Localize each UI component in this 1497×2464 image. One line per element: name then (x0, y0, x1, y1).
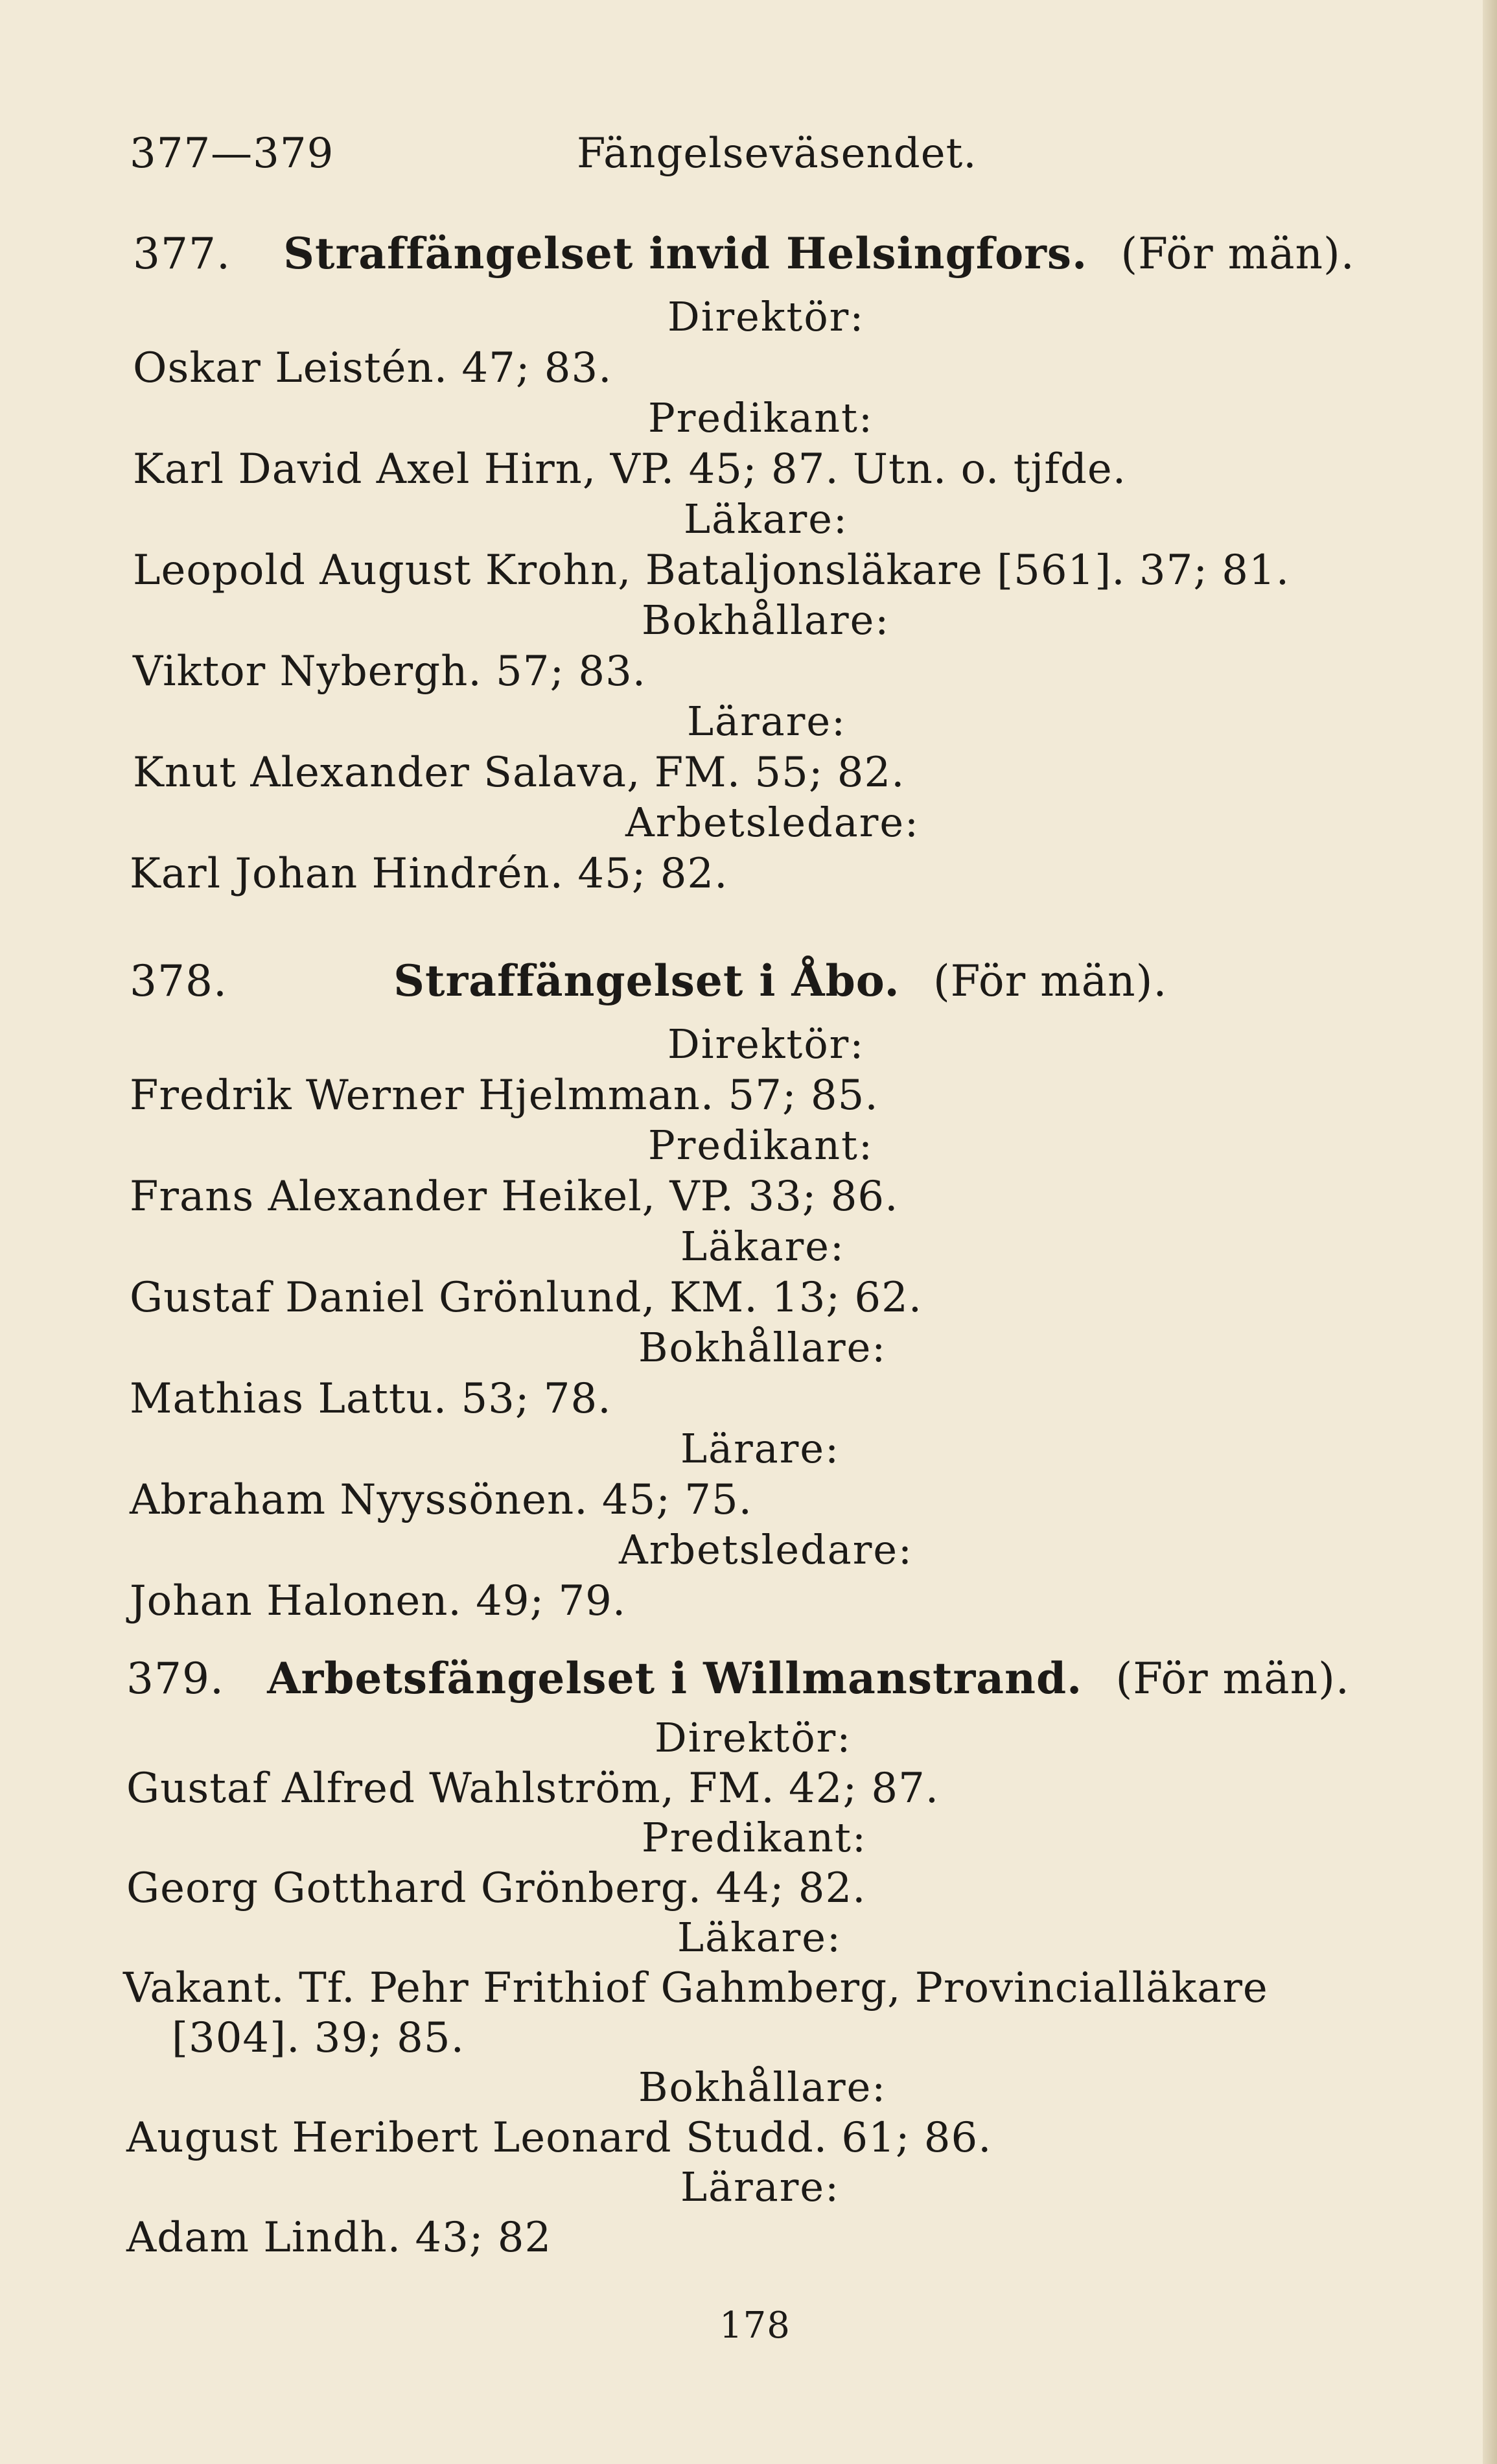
entry-line: Johan Halonen. 49; 79. (130, 1577, 627, 1625)
page-edge (1483, 0, 1497, 2464)
entry-line: Adam Lindh. 43; 82 (126, 2214, 552, 2262)
role-label: Direktör: (667, 1020, 865, 1068)
entry-line: Oskar Leistén. 47; 83. (133, 344, 612, 392)
role-label: Läkare: (677, 1914, 842, 1961)
header-range: 377—379 (130, 130, 334, 178)
page-number: 178 (719, 2305, 791, 2347)
role-label: Läkare: (684, 495, 848, 543)
role-label: Direktör: (655, 1714, 852, 1761)
section-heading (133, 228, 1355, 279)
entry-line: Leopold August Krohn, Bataljonsläkare [561]. 37; 81. (133, 546, 1290, 594)
role-label: Predikant: (648, 1121, 874, 1169)
entry-line: Karl Johan Hindrén. 45; 82. (130, 850, 728, 898)
role-label: Bokhållare: (642, 596, 890, 644)
entry-line: Karl David Axel Hirn, VP. 45; 87. Utn. o. tjfde. (133, 445, 1127, 493)
entry-line: Gustaf Daniel Grönlund, KM. 13; 62. (130, 1274, 923, 1322)
section-note: (För män). (1120, 229, 1355, 279)
entry-line: Mathias Lattu. 53; 78. (130, 1375, 612, 1423)
role-label: Arbetsledare: (625, 799, 920, 846)
entry-line: Georg Gotthard Grönberg. 44; 82. (126, 1864, 866, 1912)
entry-line: Fredrik Werner Hjelmman. 57; 85. (130, 1072, 879, 1120)
header-title: Fängelseväsendet. (577, 130, 977, 178)
section-note: (För män). (933, 956, 1168, 1006)
section-number: 378. (130, 956, 227, 1006)
role-label: Predikant: (642, 1814, 867, 1861)
role-label: Predikant: (648, 394, 874, 441)
entry-line: Frans Alexander Heikel, VP. 33; 86. (130, 1173, 899, 1221)
section-heading (126, 1653, 1350, 1704)
role-label: Lärare: (687, 698, 846, 745)
entry-line: [304]. 39; 85. (172, 2014, 465, 2062)
entry-line: Abraham Nyyssönen. 45; 75. (130, 1476, 752, 1524)
entry-line: Knut Alexander Salava, FM. 55; 82. (133, 749, 905, 797)
section-heading (130, 956, 1168, 1006)
section-title: Straffängelset i Åbo. (393, 956, 900, 1006)
section-note: (För män). (1115, 1654, 1350, 1704)
section-number: 377. (133, 229, 231, 279)
entry-line: Viktor Nybergh. 57; 83. (133, 648, 647, 696)
role-label: Bokhållare: (638, 1324, 887, 1371)
entry-line: Vakant. Tf. Pehr Frithiof Gahmberg, Provincialläkare (123, 1964, 1268, 2012)
section-number: 379. (126, 1654, 224, 1704)
role-label: Läkare: (680, 1223, 845, 1270)
section-title: Straffängelset invid Helsingfors. (283, 228, 1088, 279)
entry-line: Gustaf Alfred Wahlström, FM. 42; 87. (126, 1765, 940, 1813)
role-label: Arbetsledare: (619, 1526, 913, 1573)
role-label: Bokhållare: (638, 2063, 887, 2111)
role-label: Lärare: (680, 2163, 840, 2211)
role-label: Direktör: (667, 293, 865, 340)
section-title: Arbetsfängelset i Willmanstrand. (267, 1653, 1083, 1704)
role-label: Lärare: (680, 1425, 840, 1472)
entry-line: August Heribert Leonard Studd. 61; 86. (126, 2114, 992, 2162)
